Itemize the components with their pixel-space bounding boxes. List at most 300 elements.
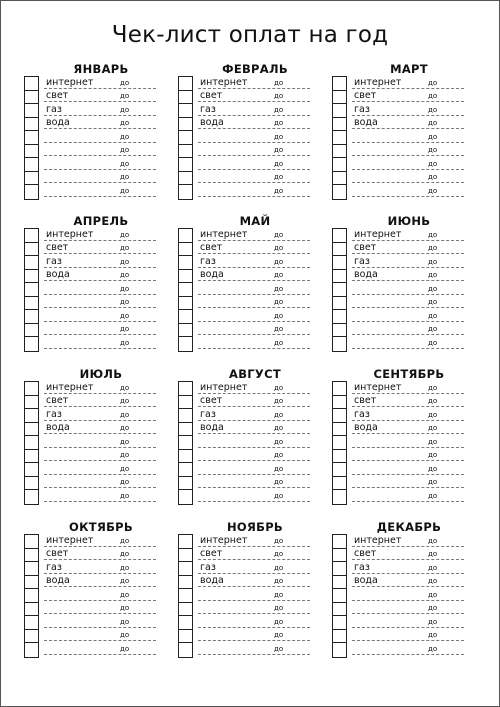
payment-row <box>44 184 156 198</box>
due-date-label: до <box>120 244 130 252</box>
payment-row <box>44 642 156 656</box>
payment-item-label: газ <box>354 255 370 267</box>
due-date-label: до <box>274 644 284 653</box>
payment-row <box>198 309 310 323</box>
payment-row <box>44 615 156 629</box>
payment-row <box>352 282 464 296</box>
checkbox[interactable] <box>25 549 38 563</box>
checkbox-column <box>178 534 193 658</box>
checkbox[interactable] <box>25 310 38 324</box>
payment-item-label: свет <box>46 90 69 101</box>
payment-row <box>44 282 156 296</box>
checkbox[interactable] <box>333 324 346 338</box>
payment-item-label: газ <box>200 255 216 267</box>
checkbox[interactable] <box>333 229 346 243</box>
checkbox[interactable] <box>25 324 38 338</box>
checkbox[interactable] <box>179 324 192 338</box>
checkbox[interactable] <box>25 535 38 549</box>
checkbox[interactable] <box>179 549 192 563</box>
payment-row <box>352 476 464 490</box>
checkbox[interactable] <box>179 562 192 576</box>
payment-row <box>198 422 310 436</box>
due-date-label: до <box>428 604 438 612</box>
month-name: ЯНВАРЬ <box>73 62 129 76</box>
payment-row <box>198 449 310 463</box>
payment-row <box>198 76 310 90</box>
payment-item-label: свет <box>46 395 69 406</box>
checkbox[interactable] <box>333 382 346 396</box>
due-date-label: до <box>274 257 284 266</box>
checkbox[interactable] <box>25 603 38 617</box>
checkbox[interactable] <box>179 630 192 644</box>
checkbox[interactable] <box>179 535 192 549</box>
checkbox[interactable] <box>179 91 192 105</box>
due-date-label: до <box>428 78 438 87</box>
payment-list <box>44 381 156 503</box>
due-date-label: до <box>120 257 130 266</box>
due-date-label: до <box>428 478 438 486</box>
due-date-label: до <box>120 424 130 432</box>
payment-row <box>352 449 464 463</box>
checkbox[interactable] <box>179 450 192 464</box>
checkbox-column <box>332 381 347 505</box>
due-date-label: до <box>274 186 284 195</box>
due-date-label: до <box>274 78 284 87</box>
checkbox-column <box>24 228 39 352</box>
payment-row <box>44 103 156 117</box>
payment-item-label: интернет <box>354 76 402 88</box>
checkbox[interactable] <box>179 576 192 590</box>
checkbox[interactable] <box>179 310 192 324</box>
month-name: МАЙ <box>239 214 271 228</box>
checkbox[interactable] <box>179 297 192 311</box>
due-date-label: до <box>274 119 284 127</box>
checkbox[interactable] <box>179 337 192 351</box>
payment-row <box>44 476 156 490</box>
due-date-label: до <box>120 563 130 572</box>
checkbox[interactable] <box>25 463 38 477</box>
checkbox[interactable] <box>333 616 346 630</box>
payment-item-label: газ <box>200 103 216 115</box>
month-name: СЕНТЯБРЬ <box>373 367 445 381</box>
due-date-label: до <box>120 230 130 239</box>
payment-item-label: газ <box>46 255 62 267</box>
due-date-label: до <box>120 298 130 306</box>
due-date-label: до <box>428 491 438 500</box>
payment-row <box>198 228 310 242</box>
month-name: ФЕВРАЛЬ <box>222 62 288 76</box>
due-date-label: до <box>120 311 130 320</box>
checkbox[interactable] <box>25 297 38 311</box>
due-date-label: до <box>120 78 130 87</box>
due-date-label: до <box>274 478 284 486</box>
payment-row <box>44 489 156 503</box>
checkbox[interactable] <box>179 396 192 410</box>
checkbox[interactable] <box>25 616 38 630</box>
checkbox[interactable] <box>179 382 192 396</box>
due-date-label: до <box>120 550 130 558</box>
due-date-label: до <box>428 284 438 293</box>
checkbox[interactable] <box>25 423 38 437</box>
due-date-label: до <box>274 311 284 320</box>
payment-row <box>198 103 310 117</box>
due-date-label: до <box>120 146 130 154</box>
payment-row <box>44 144 156 158</box>
payment-item-label: вода <box>354 269 378 280</box>
payment-row <box>44 242 156 256</box>
payment-row <box>198 130 310 144</box>
payment-row <box>352 309 464 323</box>
payment-row <box>44 228 156 242</box>
checkbox[interactable] <box>179 616 192 630</box>
payment-item-label: свет <box>200 395 223 406</box>
payment-item-label: вода <box>200 117 224 128</box>
checkbox[interactable] <box>179 172 192 186</box>
due-date-label: до <box>428 230 438 239</box>
checkbox[interactable] <box>25 576 38 590</box>
checkbox[interactable] <box>179 158 192 172</box>
payment-row <box>198 282 310 296</box>
checkbox[interactable] <box>179 643 192 657</box>
due-date-label: до <box>120 383 130 392</box>
month-name: НОЯБРЬ <box>226 520 283 534</box>
checkbox[interactable] <box>25 145 38 159</box>
due-date-label: до <box>120 644 130 653</box>
due-date-label: до <box>428 186 438 195</box>
due-date-label: до <box>428 159 438 168</box>
checkbox[interactable] <box>179 423 192 437</box>
checkbox[interactable] <box>25 436 38 450</box>
due-date-label: до <box>428 410 438 419</box>
checkbox[interactable] <box>25 256 38 270</box>
payment-row <box>44 534 156 548</box>
checkbox-column <box>24 381 39 505</box>
payment-row <box>44 171 156 185</box>
payment-item-label: газ <box>200 408 216 420</box>
payment-row <box>198 395 310 409</box>
checkbox[interactable] <box>179 463 192 477</box>
checkbox[interactable] <box>25 104 38 118</box>
checkbox[interactable] <box>333 463 346 477</box>
due-date-label: до <box>428 536 438 545</box>
checkbox[interactable] <box>333 118 346 132</box>
payment-row <box>352 171 464 185</box>
checkbox[interactable] <box>333 297 346 311</box>
checkbox[interactable] <box>333 337 346 351</box>
due-date-label: до <box>428 437 438 446</box>
checkbox[interactable] <box>25 382 38 396</box>
payment-item-label: вода <box>200 422 224 433</box>
checkbox[interactable] <box>25 409 38 423</box>
month-name: АВГУСТ <box>229 367 281 381</box>
payment-item-label: интернет <box>354 381 402 393</box>
payment-row <box>198 548 310 562</box>
due-date-label: до <box>274 105 284 114</box>
due-date-label: до <box>120 536 130 545</box>
payment-item-label: вода <box>46 575 70 586</box>
checkbox[interactable] <box>333 131 346 145</box>
payment-row <box>198 184 310 198</box>
checkbox[interactable] <box>179 243 192 257</box>
checkbox[interactable] <box>333 576 346 590</box>
payment-row <box>352 144 464 158</box>
page-title: Чек-лист оплат на год <box>111 22 389 48</box>
checkbox[interactable] <box>333 243 346 257</box>
checkbox[interactable] <box>25 589 38 603</box>
checkbox[interactable] <box>179 185 192 199</box>
payment-row <box>352 395 464 409</box>
checkbox[interactable] <box>179 104 192 118</box>
payment-item-label: свет <box>354 242 377 253</box>
payment-row <box>198 602 310 616</box>
checkbox[interactable] <box>179 589 192 603</box>
payment-row <box>198 323 310 337</box>
due-date-label: до <box>428 338 438 347</box>
due-date-label: до <box>428 424 438 432</box>
payment-row <box>352 615 464 629</box>
checkbox[interactable] <box>333 450 346 464</box>
due-date-label: до <box>428 644 438 653</box>
payment-row <box>44 117 156 131</box>
checkbox[interactable] <box>179 77 192 91</box>
due-date-label: до <box>428 550 438 558</box>
payment-row <box>352 642 464 656</box>
checkbox[interactable] <box>25 643 38 657</box>
payment-list <box>198 76 310 198</box>
due-date-label: до <box>274 146 284 154</box>
checkbox[interactable] <box>25 490 38 504</box>
payment-row <box>44 462 156 476</box>
checkbox[interactable] <box>333 409 346 423</box>
payment-row <box>198 476 310 490</box>
checkbox[interactable] <box>25 396 38 410</box>
checkbox[interactable] <box>333 104 346 118</box>
payment-row <box>198 435 310 449</box>
checkbox[interactable] <box>333 490 346 504</box>
checkbox-column <box>178 228 193 352</box>
checkbox[interactable] <box>25 118 38 132</box>
due-date-label: до <box>274 230 284 239</box>
checkbox[interactable] <box>179 118 192 132</box>
payment-item-label: газ <box>354 561 370 573</box>
checkbox[interactable] <box>25 562 38 576</box>
payment-row <box>352 242 464 256</box>
payment-row <box>352 408 464 422</box>
payment-row <box>352 575 464 589</box>
payment-row <box>352 117 464 131</box>
due-date-label: до <box>428 451 438 459</box>
payment-row <box>352 255 464 269</box>
payment-item-label: интернет <box>200 534 248 546</box>
due-date-label: до <box>274 604 284 612</box>
payment-row <box>198 575 310 589</box>
payment-row <box>44 575 156 589</box>
due-date-label: до <box>274 325 284 333</box>
payment-item-label: вода <box>200 269 224 280</box>
due-date-label: до <box>120 186 130 195</box>
checkbox-column <box>332 228 347 352</box>
payment-item-label: вода <box>354 575 378 586</box>
payment-row <box>352 228 464 242</box>
payment-row <box>198 157 310 171</box>
payment-row <box>198 629 310 643</box>
payment-row <box>44 90 156 104</box>
payment-row <box>44 395 156 409</box>
due-date-label: до <box>274 410 284 419</box>
due-date-label: до <box>120 119 130 127</box>
checkbox[interactable] <box>25 185 38 199</box>
checkbox[interactable] <box>25 477 38 491</box>
payment-row <box>198 615 310 629</box>
checkbox[interactable] <box>333 477 346 491</box>
payment-item-label: вода <box>46 117 70 128</box>
month-name: ИЮЛЬ <box>79 367 123 381</box>
checkbox[interactable] <box>333 283 346 297</box>
checkbox[interactable] <box>333 562 346 576</box>
due-date-label: до <box>428 563 438 572</box>
payment-item-label: вода <box>354 422 378 433</box>
payment-row <box>44 381 156 395</box>
payment-row <box>44 548 156 562</box>
payment-row <box>352 103 464 117</box>
payment-item-label: интернет <box>200 76 248 88</box>
checkbox[interactable] <box>333 603 346 617</box>
payment-item-label: газ <box>46 408 62 420</box>
payment-row <box>44 602 156 616</box>
payment-row <box>352 548 464 562</box>
payment-row <box>44 435 156 449</box>
due-date-label: до <box>274 173 284 181</box>
checkbox[interactable] <box>333 535 346 549</box>
payment-item-label: свет <box>354 395 377 406</box>
due-date-label: до <box>274 284 284 293</box>
checkbox[interactable] <box>25 158 38 172</box>
checkbox[interactable] <box>333 91 346 105</box>
payment-row <box>352 323 464 337</box>
payment-list <box>352 534 464 656</box>
checkbox[interactable] <box>179 409 192 423</box>
payment-list <box>198 228 310 350</box>
payment-row <box>198 534 310 548</box>
payment-row <box>352 588 464 602</box>
checkbox[interactable] <box>333 172 346 186</box>
payment-row <box>44 323 156 337</box>
payment-item-label: вода <box>46 269 70 280</box>
due-date-label: до <box>274 563 284 572</box>
payment-list <box>44 534 156 656</box>
due-date-label: до <box>120 92 130 100</box>
payment-row <box>44 336 156 350</box>
checkbox[interactable] <box>333 77 346 91</box>
checkbox[interactable] <box>333 270 346 284</box>
checkbox[interactable] <box>333 423 346 437</box>
checkbox[interactable] <box>179 477 192 491</box>
checkbox[interactable] <box>179 256 192 270</box>
payment-item-label: интернет <box>200 228 248 240</box>
checkbox[interactable] <box>179 490 192 504</box>
checkbox[interactable] <box>179 283 192 297</box>
checkbox[interactable] <box>333 549 346 563</box>
payment-row <box>198 296 310 310</box>
checkbox[interactable] <box>333 185 346 199</box>
due-date-label: до <box>120 105 130 114</box>
checkbox[interactable] <box>333 630 346 644</box>
checkbox[interactable] <box>25 229 38 243</box>
checkbox[interactable] <box>25 172 38 186</box>
due-date-label: до <box>120 577 130 585</box>
checkbox[interactable] <box>25 450 38 464</box>
checkbox[interactable] <box>333 436 346 450</box>
due-date-label: до <box>274 451 284 459</box>
checkbox[interactable] <box>333 145 346 159</box>
checkbox-column <box>178 76 193 200</box>
payment-row <box>352 76 464 90</box>
due-date-label: до <box>428 298 438 306</box>
checkbox[interactable] <box>25 270 38 284</box>
due-date-label: до <box>428 173 438 181</box>
payment-row <box>44 629 156 643</box>
due-date-label: до <box>428 92 438 100</box>
payment-row <box>352 157 464 171</box>
payment-item-label: свет <box>354 90 377 101</box>
payment-row <box>44 309 156 323</box>
payment-item-label: свет <box>200 548 223 559</box>
payment-row <box>198 242 310 256</box>
checkbox[interactable] <box>333 256 346 270</box>
checkbox[interactable] <box>333 158 346 172</box>
due-date-label: до <box>120 631 130 639</box>
checkbox[interactable] <box>25 243 38 257</box>
checkbox[interactable] <box>179 436 192 450</box>
payment-list <box>44 228 156 350</box>
payment-item-label: интернет <box>200 381 248 393</box>
payment-item-label: газ <box>354 103 370 115</box>
checkbox[interactable] <box>333 310 346 324</box>
due-date-label: до <box>120 478 130 486</box>
due-date-label: до <box>274 132 284 141</box>
checkbox[interactable] <box>25 77 38 91</box>
due-date-label: до <box>274 383 284 392</box>
checkbox[interactable] <box>333 396 346 410</box>
checkbox[interactable] <box>333 589 346 603</box>
checkbox[interactable] <box>333 643 346 657</box>
due-date-label: до <box>428 617 438 626</box>
payment-row <box>352 336 464 350</box>
checkbox[interactable] <box>25 131 38 145</box>
checkbox[interactable] <box>179 229 192 243</box>
payment-row <box>198 489 310 503</box>
checkbox[interactable] <box>25 630 38 644</box>
due-date-label: до <box>428 383 438 392</box>
due-date-label: до <box>274 536 284 545</box>
checkbox[interactable] <box>179 131 192 145</box>
checkbox[interactable] <box>25 91 38 105</box>
payment-row <box>352 422 464 436</box>
due-date-label: до <box>428 397 438 405</box>
checkbox[interactable] <box>25 337 38 351</box>
due-date-label: до <box>120 132 130 141</box>
checkbox[interactable] <box>179 145 192 159</box>
payment-item-label: свет <box>200 90 223 101</box>
checkbox[interactable] <box>179 270 192 284</box>
payment-item-label: газ <box>46 103 62 115</box>
payment-row <box>44 296 156 310</box>
checkbox[interactable] <box>179 603 192 617</box>
checkbox[interactable] <box>25 283 38 297</box>
payment-list <box>352 76 464 198</box>
due-date-label: до <box>120 159 130 168</box>
due-date-label: до <box>120 173 130 181</box>
